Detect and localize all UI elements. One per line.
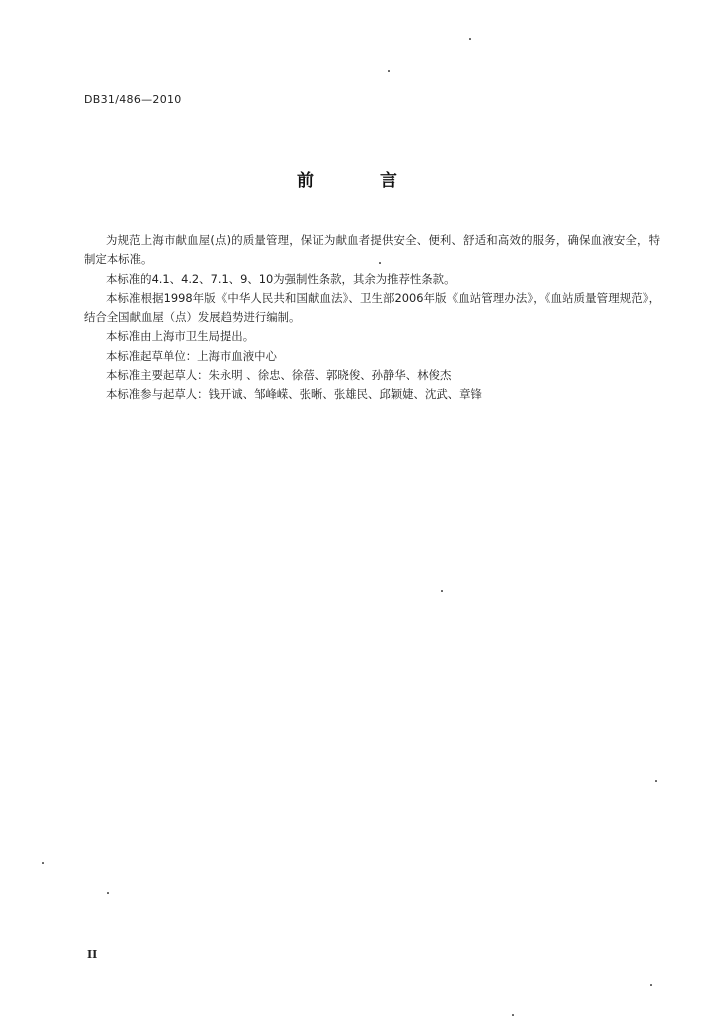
paragraph-drafting-unit: 本标准起草单位：上海市血液中心 (106, 348, 277, 363)
foreword-body (84, 231, 660, 405)
paragraph-mandatory-clauses: 本标准的4.1、4.2、7.1、9、10为强制性条款，其余为推荐性条款。 (106, 271, 456, 286)
scan-speck (655, 780, 657, 782)
paragraph-main-drafters: 本标准主要起草人：朱永明 、徐忠、徐蓓、郭晓俊、孙静华、林俊杰 (106, 368, 452, 383)
scan-speck (512, 1014, 514, 1016)
paragraph-basis: 本标准根据1998年版《中华人民共和国献血法》、卫生部2006年版《血站管理办法》，《血站质量管理规范》，结合全国献血屋（点）发展趋势进行编制。 (84, 290, 660, 325)
scan-speck (42, 862, 44, 864)
paragraph-proposer: 本标准由上海市卫生局提出。 (106, 329, 255, 344)
scan-speck (107, 892, 109, 894)
scan-speck (441, 590, 443, 592)
paragraph-participating-drafters: 本标准参与起草人：钱开诚、邹峰嵘、张晰、张雄民、邱颖婕、沈武、章锋 (106, 387, 482, 402)
scan-speck (469, 38, 471, 40)
paragraph-purpose: 为规范上海市献血屋(点)的质量管理，保证为献血者提供安全、便利、舒适和高效的服务，确保血液安全，特制定本标准。 (84, 233, 660, 267)
page-number: II (87, 948, 98, 961)
page-title: 前 言 (297, 171, 427, 191)
scan-speck (388, 70, 390, 72)
scan-speck (379, 262, 381, 264)
standard-code: DB31/486—2010 (84, 93, 182, 106)
scan-speck (650, 984, 652, 986)
